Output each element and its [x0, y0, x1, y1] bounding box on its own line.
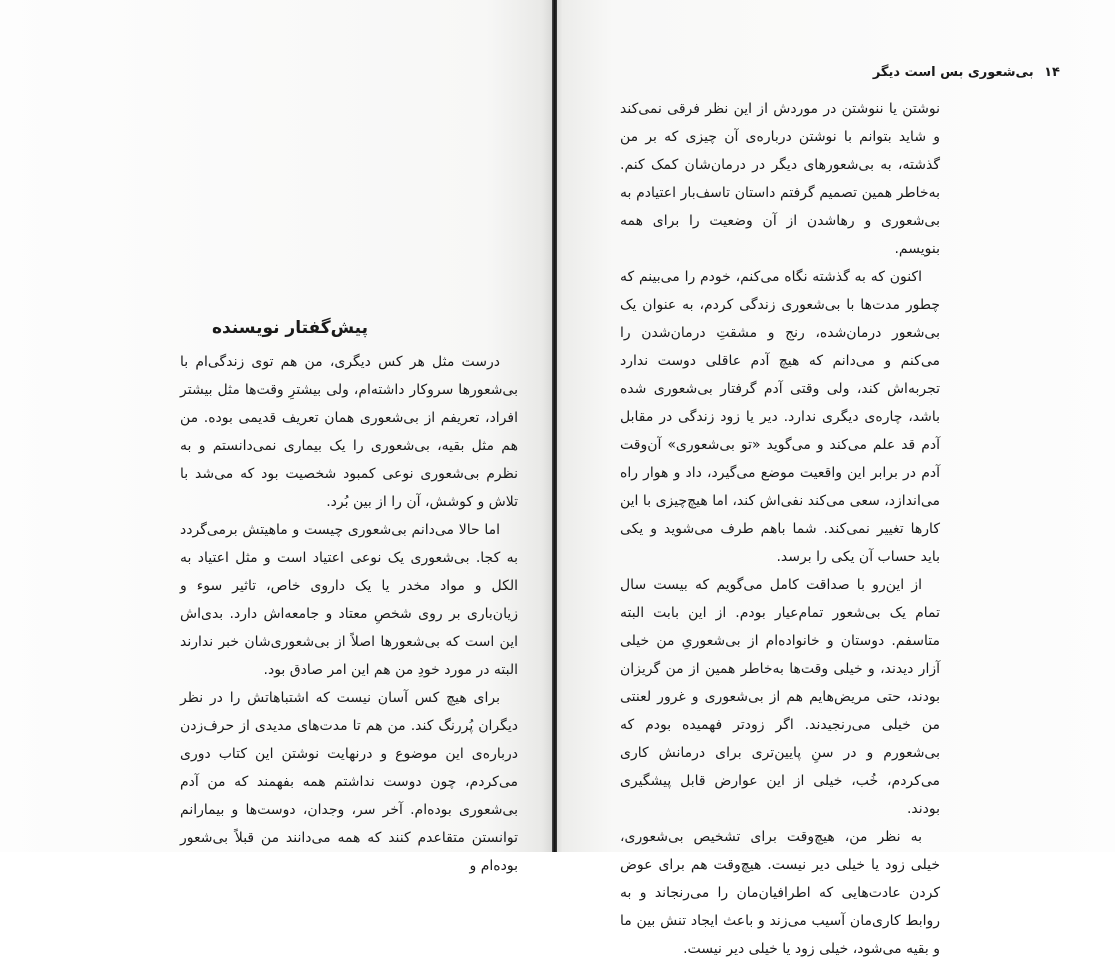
- running-title: بی‌شعوری بس است دیگر: [872, 65, 1034, 80]
- right-paragraph-4: به نظر من، هیچ‌وقت برای تشخیص بی‌شعوری، خیلی زود یا خیلی دیر نیست. هیچ‌وقت هم برای عوض کردن عادت‌هایی که اطرافیان‌مان را می‌رنجاند و به روابط کاری‌مان آسیب می‌زند و باعث ایجاد تنش بین ما و بقیه می‌شود، خیلی زود یا خیلی دیر نیست.: [620, 829, 940, 957]
- right-paragraph-3: از این‌رو با صداقت کامل می‌گویم که بیست سال تمام یک بی‌شعور تمام‌عیار بودم. از این بابت البته متاسفم. دوستان و خانواده‌ام از بی‌شعوریِ من خیلی آزار دیدند، و خیلی وقت‌ها به‌خاطر همین از من گریزان بودند، حتی مریض‌هایم هم از بی‌شعوری و غرور لعنتی من خیلی می‌رنجیدند. اگر زودتر فهمیده بودم که بی‌شعورم و در سنِ پایین‌تری برای درمانش کاری می‌کردم، خُب، خیلی از این عوارض قابل پیشگیری بودند.: [620, 577, 940, 817]
- right-paragraph-2: اکنون که به گذشته نگاه می‌کنم، خودم را می‌بینم که چطور مدت‌ها با بی‌شعوری زندگی کردم، به عنوان یک بی‌شعور درمان‌شده، رنج و مشقتِ درمان‌شدن را می‌کنم و می‌دانم که هیچ آدم عاقلی دوست ندارد تجربه‌اش کند، ولی وقتی آدم گرفتار بی‌شعوری شده باشد، چاره‌ی دیگری ندارد. دیر یا زود زندگی در مقابل آدم قد علم می‌کند و می‌گوید «تو بی‌شعوری» آن‌وقت آدم در برابر این واقعیت موضع می‌گیرد، داد و هوار راه می‌اندازد، سعی می‌کند نفی‌اش کند، اما هیچ‌چیزی با این کارها تغییر نمی‌کند. شما باهم طرف می‌شوید و یکی باید حساب آن یکی را برسد.: [620, 269, 940, 565]
- right-paragraph-1: نوشتن یا ننوشتن در موردش از این نظر فرقی نمی‌کند و شاید بتوانم با نوشتن درباره‌ی آن چیزی که بر من گذشته، به بی‌شعورهای دیگر در درمان‌شان کمک کنم. به‌خاطر همین تصمیم گرفتم داستان تاسف‌بار اعتیادم به بی‌شعوری و رهاشدن از آن وضعیت را برای همه بنویسم.: [620, 101, 940, 257]
- left-page-body: [180, 348, 518, 880]
- running-head: [870, 62, 1060, 84]
- left-page: [0, 0, 553, 874]
- left-paragraph-3: برای هیچ کس آسان نیست که اشتباهاتش را در نظر دیگران پُررنگ کند. من هم تا مدت‌های مدیدی از حرف‌زدن درباره‌ی این موضوع و درنهایت نوشتن این کتاب دوری می‌کردم، چون دوست نداشتم همه بفهمند که من آدم بی‌شعوری بوده‌ام. آخر سر، وجدان، دوست‌ها و بیمارانم توانستن متقاعدم کنند که همه می‌دانند من قبلاً بی‌شعور بوده‌ام و: [180, 690, 518, 874]
- left-paragraph-1: درست مثل هر کس دیگری، من هم توی زندگی‌ام با بی‌شعورها سروکار داشته‌ام، ولی بیشترِ وقت‌ها مثل بیشتر افراد، تعریفم از بی‌شعوری همان تعریف قدیمی بوده. من هم مثل بقیه، بی‌شعوری را یک بیماری نمی‌دانستم و به نظرم بی‌شعوری نوعی کمبود شخصیت بود که می‌شد با تلاش و کوشش، آن را از بین بُرد.: [180, 354, 518, 510]
- chapter-title: پیش‌گفتار نویسنده: [211, 318, 369, 338]
- page-number: ۱۴: [1044, 65, 1060, 80]
- left-paragraph-2: اما حالا می‌دانم بی‌شعوری چیست و ماهیتش برمی‌گردد به کجا. بی‌شعوری یک نوعی اعتیاد است و مثل اعتیاد به الکل و مواد مخدر یا یک داروی خاص، تاثیر سوء و زیان‌باری بر روی شخصِ معتاد و جامعه‌اش دارد. بدی‌اش این است که بی‌شعورها اصلاً از بی‌شعوری‌شان خبر ندارند البته در مورد خودِ من هم این امر صادق بود.: [180, 522, 518, 678]
- right-page-body: [620, 95, 940, 963]
